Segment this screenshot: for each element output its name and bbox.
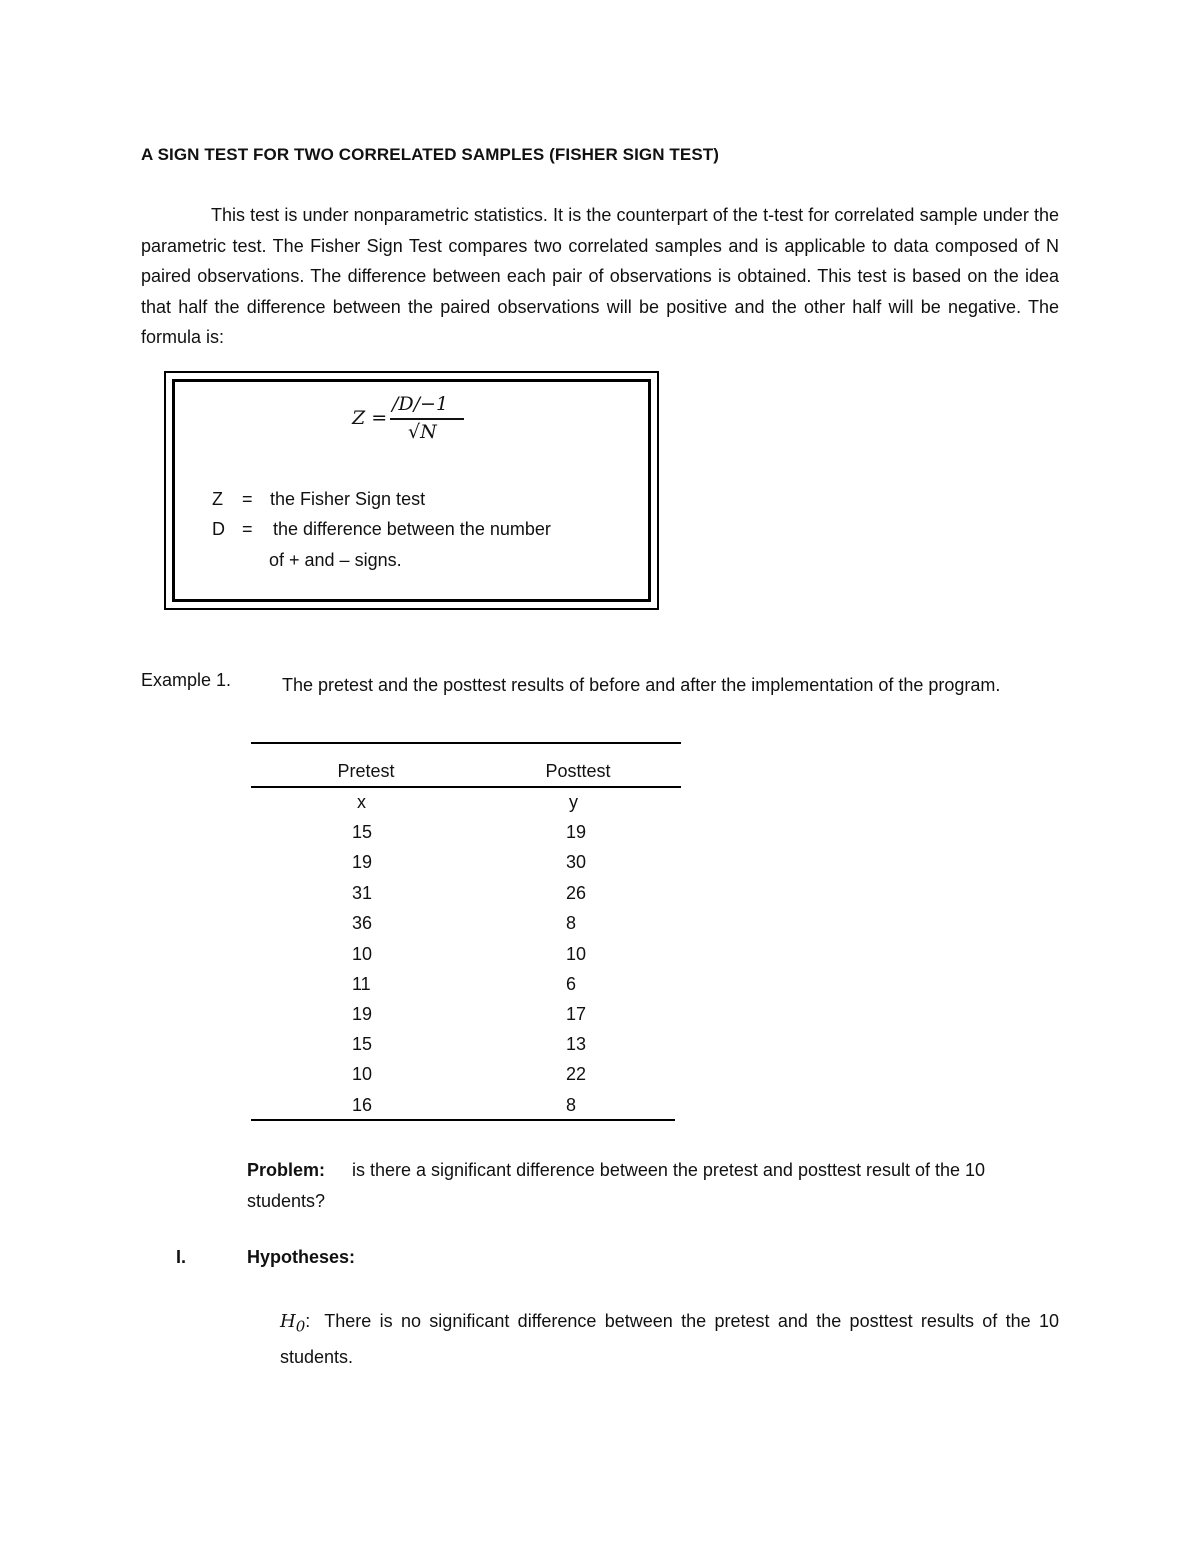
null-hypothesis	[280, 1306, 1059, 1373]
cell-pretest: 11	[352, 974, 371, 994]
def-d-text-continued: of + and – signs.	[269, 550, 402, 570]
cell-pretest: 19	[352, 852, 373, 872]
cell-posttest: 6	[566, 974, 577, 994]
formula-denominator: √N	[408, 421, 437, 443]
cell-posttest: 19	[566, 822, 587, 842]
table-row	[251, 822, 681, 852]
problem-text: is there a significant difference between the pretest and posttest result of the 10 students?	[247, 1160, 986, 1211]
cell-pretest: 15	[352, 1034, 373, 1054]
problem-label: Problem:	[247, 1160, 326, 1180]
subheader-x: x	[357, 792, 366, 812]
def-z-equals: =	[242, 489, 253, 509]
formula-fraction-bar	[390, 418, 464, 420]
column-header-pretest: Pretest	[337, 761, 395, 781]
cell-posttest: 8	[566, 913, 577, 933]
h0-colon: :	[305, 1311, 311, 1331]
intro-text: This test is under nonparametric statistics. It is the counterpart of the t-test for correlated sample under the parametric test. The Fisher Sign Test compares two correlated samples and is applicable to data composed of N paired observations. The difference between each pair of observations is obtained. This test is based on the idea that half the difference between the paired observations will be positive and the other half will be negative. The formula is:	[141, 205, 1059, 347]
table-top-rule	[251, 742, 681, 744]
def-z-symbol: Z	[212, 489, 223, 509]
problem-statement	[247, 1155, 1059, 1216]
column-header-posttest: Posttest	[545, 761, 611, 781]
cell-pretest: 19	[352, 1004, 373, 1024]
table-row	[251, 913, 681, 943]
h0-subscript: 0	[295, 1317, 306, 1336]
table-row	[251, 1004, 681, 1034]
subheader-y: y	[569, 792, 578, 812]
cell-posttest: 13	[566, 1034, 587, 1054]
cell-posttest: 22	[566, 1064, 587, 1084]
cell-posttest: 26	[566, 883, 587, 903]
section-title: Hypotheses:	[247, 1247, 356, 1267]
table-bottom-rule	[251, 1119, 675, 1121]
table-row	[251, 1034, 681, 1064]
example-text: The pretest and the posttest results of before and after the implementation of the program.	[282, 675, 1001, 695]
section-number: I.	[176, 1247, 187, 1267]
cell-posttest: 10	[566, 944, 587, 964]
cell-pretest: 31	[352, 883, 373, 903]
cell-pretest: 16	[352, 1095, 373, 1115]
cell-posttest: 8	[566, 1095, 577, 1115]
formula-lhs: Z =	[352, 407, 388, 429]
cell-pretest: 10	[352, 944, 373, 964]
h0-text: There is no significant difference between the pretest and the posttest results of the 10 students.	[280, 1311, 1059, 1368]
cell-pretest: 15	[352, 822, 373, 842]
table-header-rule	[251, 786, 681, 788]
def-d-text: the difference between the number	[273, 519, 551, 539]
h0-symbol: H	[280, 1311, 296, 1332]
table-row	[251, 944, 681, 974]
cell-pretest: 36	[352, 913, 373, 933]
example-label: Example 1.	[141, 670, 232, 690]
table-row	[251, 883, 681, 913]
table-row	[251, 1064, 681, 1094]
intro-paragraph	[141, 200, 1059, 353]
table-row	[251, 852, 681, 882]
table-subheader-row	[251, 792, 681, 822]
cell-posttest: 17	[566, 1004, 587, 1024]
def-z-text: the Fisher Sign test	[270, 489, 426, 509]
def-d-symbol: D	[212, 519, 225, 539]
table-row	[251, 974, 681, 1004]
cell-pretest: 10	[352, 1064, 373, 1084]
cell-posttest: 30	[566, 852, 587, 872]
def-d-equals: =	[242, 519, 253, 539]
document-title: A SIGN TEST FOR TWO CORRELATED SAMPLES (FISHER SIGN TEST)	[141, 145, 720, 164]
formula-numerator: /D/−1	[392, 393, 449, 415]
